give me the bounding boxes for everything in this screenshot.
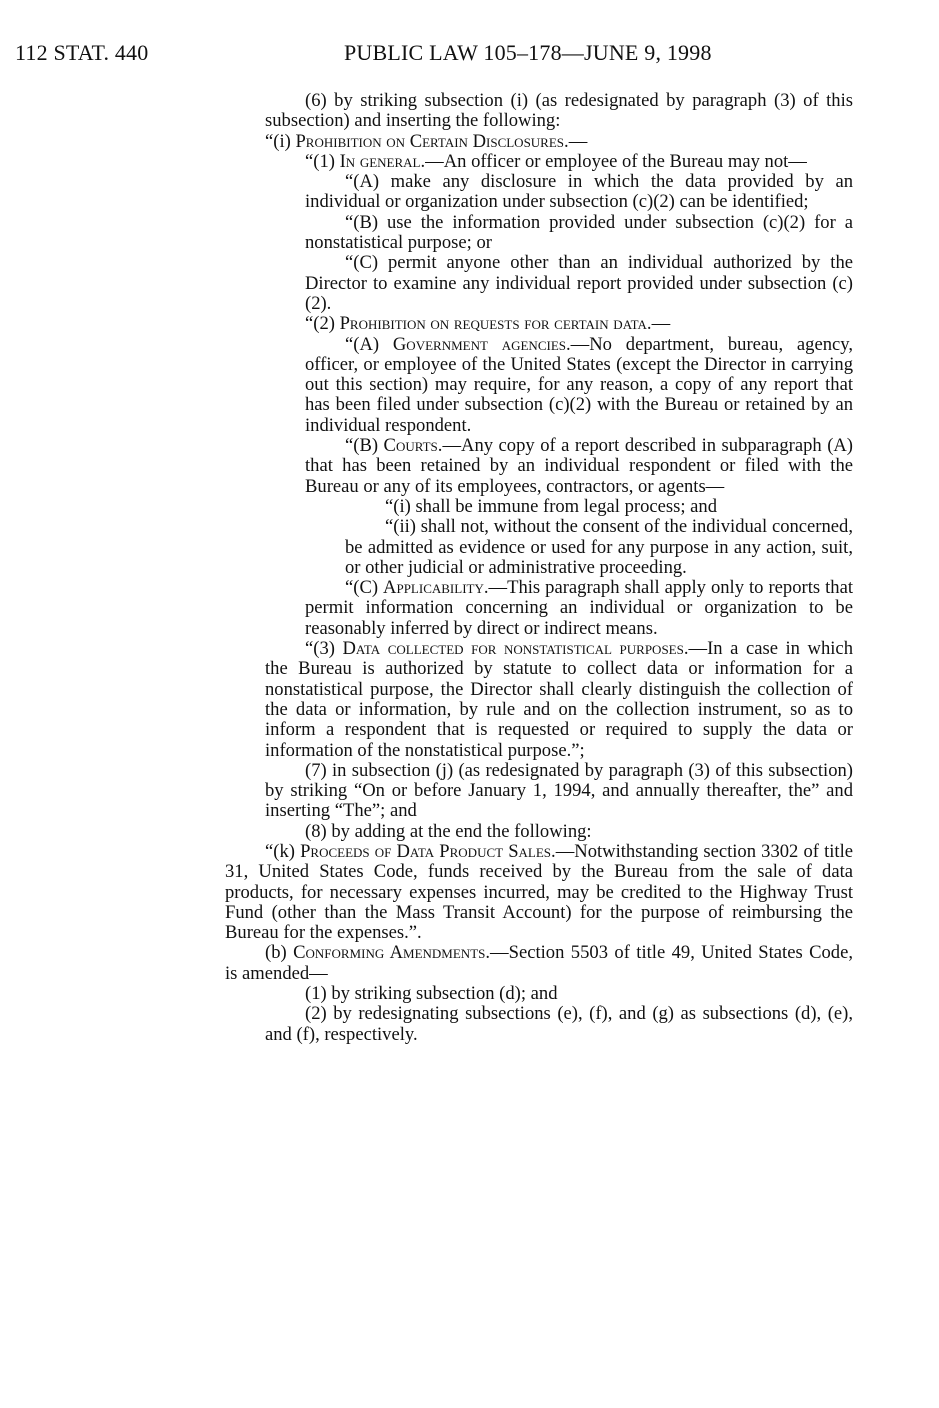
paragraph-8: (8) by adding at the end the following: xyxy=(305,820,592,842)
paragraph-3-nonstatistical: “(3) Data collected for nonstatistical purposes.—In a case in which the Bureau is authorized by statute to collect data or information for a nonstatistical purpose, the Director shall clearly distinguish the collection of the data or information, by rule and on the collection instrument, so as to inform a respondent that is requested or required to supply the data or information of the nonstatistical purpose.”; xyxy=(265,638,853,761)
subparagraph-2B-courts: “(B) Courts.—Any copy of a report described in subparagraph (A) that has been retained by an individual respondent or filed with the Bureau or any of its employees, contractors, or agents— xyxy=(305,435,854,497)
paragraph-7: (7) in subsection (j) (as redesignated by paragraph (3) of this subsection) by striking “On or before January 1, 1994, and annually thereafter, the” and inserting “The”; and xyxy=(265,759,853,822)
statute-page-reference: 112 STAT. 440 xyxy=(15,40,149,65)
subparagraph-1C: “(C) permit anyone other than an individual authorized by the Director to examine any individual report provided under subsection (c)(2). xyxy=(305,252,853,314)
subparagraph-1B: “(B) use the information provided under subsection (c)(2) for a nonstatistical purpose; or xyxy=(305,211,853,254)
paragraph-1-in-general: “(1) In general.—An officer or employee of the Bureau may not— xyxy=(305,150,807,172)
paragraph-2-heading: “(2) Prohibition on requests for certain data.— xyxy=(305,313,671,335)
document-body xyxy=(0,91,939,1045)
clause-2B-i: “(i) shall be immune from legal process; and xyxy=(385,495,718,517)
running-header-title: PUBLIC LAW 105–178—JUNE 9, 1998 xyxy=(344,40,712,65)
subsection-i-heading: “(i) Prohibition on Certain Disclosures.— xyxy=(265,130,588,152)
subsection-b-conforming-amendments: (b) Conforming Amendments.—Section 5503 of title 49, United States Code, is amended— xyxy=(225,942,853,984)
paragraph-6: (6) by striking subsection (i) (as redesignated by paragraph (3) of this subsection) and inserting the following: xyxy=(265,90,853,132)
subparagraph-1A: “(A) make any disclosure in which the data provided by an individual or organization under subsection (c)(2) can be identified; xyxy=(305,171,853,213)
clause-2B-ii: “(ii) shall not, without the consent of the individual concerned, be admitted as evidence or used for any purpose in any action, suit, or other judicial or administrative proceeding. xyxy=(345,516,853,578)
subsection-k-proceeds: “(k) Proceeds of Data Product Sales.—Notwithstanding section 3302 of title 31, United States Code, funds received by the Bureau from the sale of data products, for necessary expenses incurred, may be credited to the Highway Trust Fund (other than the Mass Transit Account) for the purpose of reimbursing the Bureau for the expenses.”. xyxy=(225,840,853,944)
amendment-b2: (2) by redesignating subsections (e), (f), and (g) as subsections (d), (e), and (f), respectively. xyxy=(265,1003,853,1045)
subparagraph-2C-applicability: “(C) Applicability.—This paragraph shall apply only to reports that permit information concerning an individual or organization to be reasonably inferred by direct or indirect means. xyxy=(305,577,853,639)
subparagraph-2A-government-agencies: “(A) Government agencies.—No department, bureau, agency, officer, or employee of the United States (except the Director in carrying out this section) may require, for any reason, a copy of any report that has been filed under subsection (c)(2) with the Bureau or retained by an individual respondent. xyxy=(305,333,854,436)
amendment-b1: (1) by striking subsection (d); and xyxy=(305,983,558,1005)
